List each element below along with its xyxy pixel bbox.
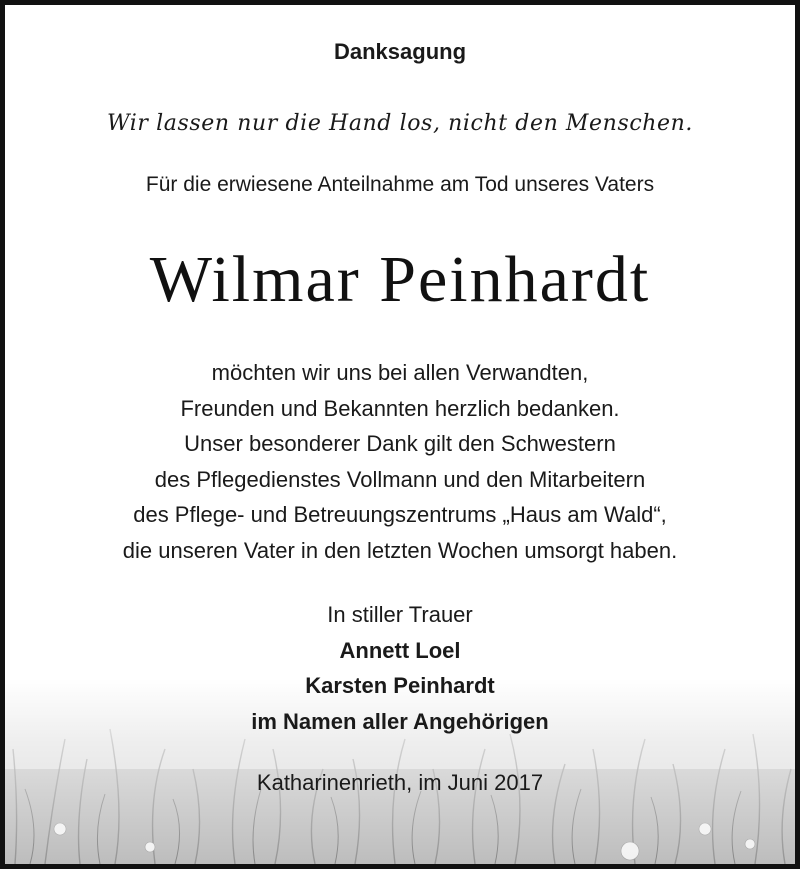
thanks-line: des Pflege- und Betreuungszentrums „Haus am Wald“,: [133, 502, 667, 527]
signatory-name: Karsten Peinhardt: [305, 673, 495, 698]
motto-quote: Wir lassen nur die Hand los, nicht den Menschen.: [106, 111, 694, 136]
signature-block: [5, 597, 795, 739]
mourning-phrase: In stiller Trauer: [327, 602, 473, 627]
signatory-family-note: im Namen aller Angehörigen: [251, 708, 549, 734]
notice-heading: Danksagung: [333, 39, 467, 64]
thanks-line: die unseren Vater in den letzten Wochen umsorgt haben.: [122, 537, 678, 563]
thanks-text: [5, 355, 795, 568]
thanks-line: des Pflegedienstes Vollmann und den Mitarbeitern: [154, 466, 646, 492]
signatory-name: Annett Loel: [339, 637, 461, 663]
thanks-line: Freunden und Bekannten herzlich bedanken.: [180, 395, 620, 421]
deceased-name: Wilmar Peinhardt: [149, 243, 651, 316]
thanks-line: Unser besonderer Dank gilt den Schwestern: [184, 431, 616, 456]
place-and-date: Katharinenrieth, im Juni 2017: [256, 770, 544, 795]
intro-text: Für die erwiesene Anteilnahme am Tod unseres Vaters: [145, 173, 655, 196]
thanks-line: möchten wir uns bei allen Verwandten,: [211, 360, 589, 385]
